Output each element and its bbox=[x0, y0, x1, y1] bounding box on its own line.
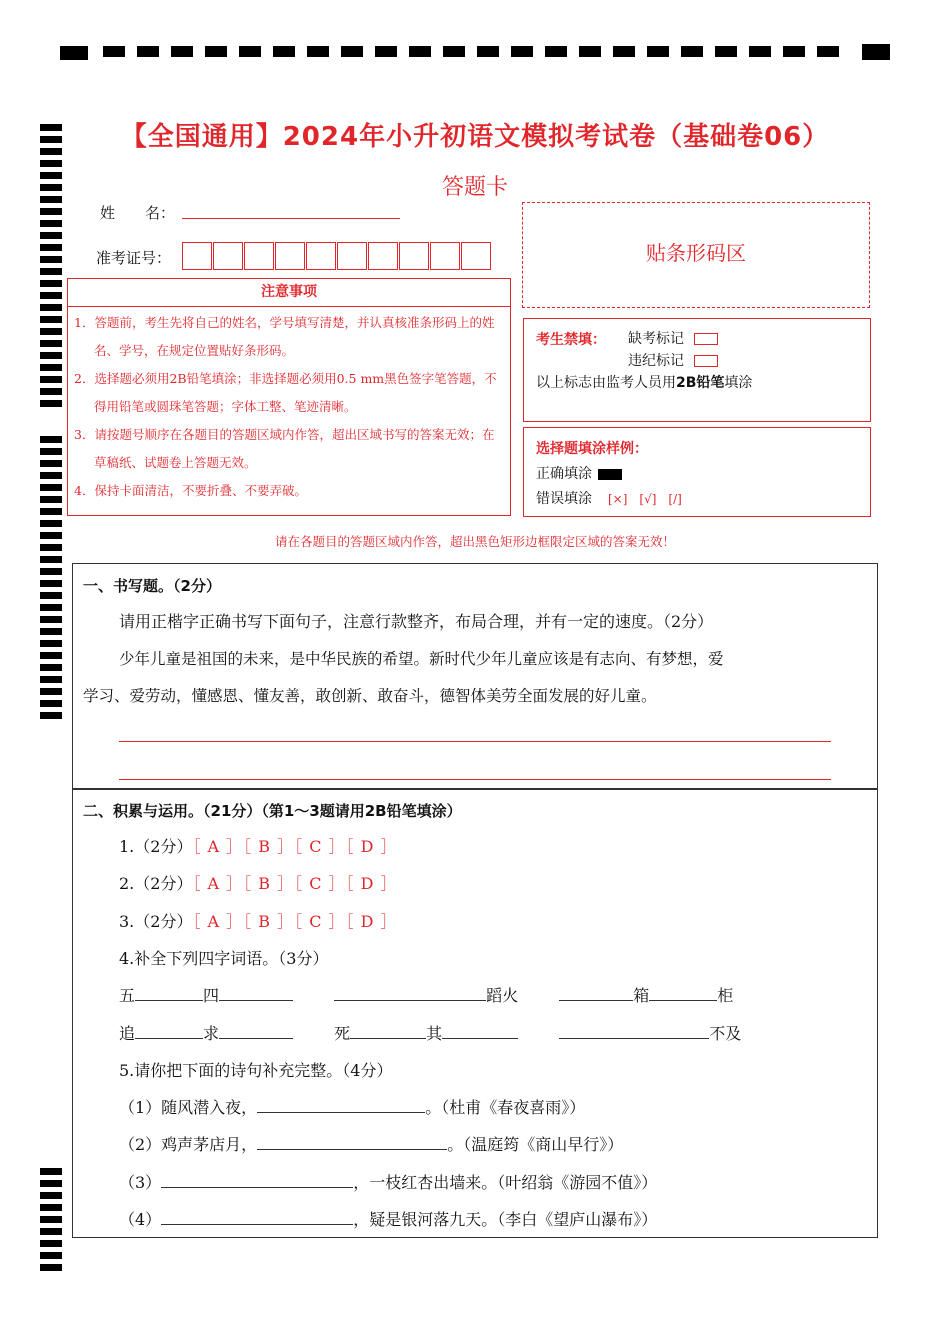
poem-row-4: （4） ，疑是银河落九天。（李白《望庐山瀑布》） bbox=[119, 1210, 658, 1229]
forbidden-box bbox=[523, 318, 871, 422]
timing-mark bbox=[40, 688, 62, 695]
page-title: 【全国通用】2024年小升初语文模拟考试卷（基础卷06） bbox=[120, 122, 830, 152]
poem-blank[interactable] bbox=[257, 1135, 447, 1150]
id-label: 准考证号： bbox=[96, 249, 172, 267]
idiom-row-1: 五 四 蹈火 箱 柜 bbox=[119, 986, 734, 1005]
timing-mark bbox=[40, 496, 62, 503]
sample-label: 选择题填涂样例： bbox=[536, 441, 648, 457]
writing-line-1[interactable] bbox=[119, 741, 831, 742]
wrong-marks: [×] [√] [/] bbox=[608, 492, 682, 506]
timing-mark bbox=[40, 664, 62, 671]
timing-mark bbox=[40, 1228, 62, 1235]
timing-mark bbox=[40, 280, 62, 287]
idiom-blank[interactable] bbox=[219, 1024, 293, 1039]
timing-mark bbox=[40, 316, 62, 323]
timing-mark bbox=[40, 328, 62, 335]
timing-mark bbox=[40, 448, 62, 455]
timing-mark bbox=[40, 652, 62, 659]
forbidden-label: 考生禁填： bbox=[536, 332, 606, 348]
timing-mark bbox=[40, 220, 62, 227]
timing-mark bbox=[40, 520, 62, 527]
idiom-blank[interactable] bbox=[334, 986, 486, 1001]
poem-row-3: （3） ，一枝红杏出墙来。（叶绍翁《游园不值》） bbox=[119, 1173, 658, 1192]
timing-mark bbox=[40, 1264, 62, 1271]
correct-label: 正确填涂 bbox=[536, 466, 592, 482]
violation-label: 违纪标记 bbox=[628, 353, 684, 369]
timing-mark bbox=[40, 160, 62, 167]
timing-mark bbox=[40, 1216, 62, 1223]
timing-mark bbox=[40, 1168, 62, 1175]
section2-heading: 二、积累与运用。（21分）（第1～3题请用2B铅笔填涂） bbox=[83, 802, 462, 820]
idiom-blank[interactable] bbox=[559, 1024, 709, 1039]
absent-mark[interactable] bbox=[694, 333, 718, 345]
timing-mark bbox=[40, 1180, 62, 1187]
notice-item-2: 2．选择题必须用2B铅笔填涂；非选择题必须用0.5 mm黑色签字笔答题，不得用铅笔或圆珠笔答题；字体工整、笔迹清晰。 bbox=[74, 371, 497, 414]
name-label: 姓 名： bbox=[100, 204, 176, 222]
idiom-blank[interactable] bbox=[649, 986, 717, 1001]
barcode-area bbox=[522, 202, 870, 308]
wrong-label: 错误填涂 bbox=[536, 491, 592, 507]
notice-item-4: 4．保持卡面清洁，不要折叠、不要弄破。 bbox=[74, 483, 307, 498]
choice-options-2[interactable]: ［ A ］［ B ］［ C ］［ D ］ bbox=[192, 874, 398, 893]
choice-row-1: 1.（2分）［ A ］［ B ］［ C ］［ D ］ bbox=[119, 837, 398, 856]
timing-mark bbox=[40, 556, 62, 563]
poem-blank[interactable] bbox=[161, 1173, 353, 1188]
timing-mark bbox=[40, 616, 62, 623]
page-subtitle: 答题卡 bbox=[441, 175, 508, 200]
timing-mark bbox=[40, 484, 62, 491]
timing-mark bbox=[40, 628, 62, 635]
timing-mark bbox=[40, 580, 62, 587]
timing-mark bbox=[40, 268, 62, 275]
timing-mark bbox=[40, 304, 62, 311]
timing-mark bbox=[40, 364, 62, 371]
section-writing bbox=[72, 563, 878, 789]
timing-mark bbox=[40, 676, 62, 683]
timing-mark bbox=[40, 292, 62, 299]
timing-mark bbox=[40, 640, 62, 647]
timing-mark bbox=[40, 460, 62, 467]
id-cells[interactable] bbox=[182, 242, 492, 270]
notice-box bbox=[67, 306, 511, 516]
timing-mark bbox=[40, 700, 62, 707]
notice-item-3: 3．请按题号顺序在各题目的答题区域内作答，超出区域书写的答案无效；在草稿纸、试题卷上答题无效。 bbox=[74, 427, 495, 470]
timing-mark bbox=[40, 1252, 62, 1259]
timing-mark bbox=[40, 1240, 62, 1247]
section1-passage-line1: 少年儿童是祖国的未来，是中华民族的希望。新时代少年儿童应该是有志向、有梦想，爱 bbox=[119, 650, 724, 668]
section1-instruction: 请用正楷字正确书写下面句子，注意行款整齐，布局合理，并有一定的速度。（2分） bbox=[119, 612, 714, 631]
timing-mark bbox=[40, 1192, 62, 1199]
section1-passage-line2: 学习、爱劳动，懂感恩、懂友善，敢创新、敢奋斗，德智体美劳全面发展的好儿童。 bbox=[83, 687, 657, 705]
timing-mark bbox=[40, 1204, 62, 1211]
poem-blank[interactable] bbox=[257, 1098, 425, 1113]
forbidden-note: 以上标志由监考人员用2B铅笔填涂 bbox=[536, 375, 753, 391]
choice-row-3: 3.（2分）［ A ］［ B ］［ C ］［ D ］ bbox=[119, 912, 398, 931]
idiom-blank[interactable] bbox=[442, 1024, 518, 1039]
timing-mark bbox=[40, 352, 62, 359]
q4-prompt: 4.补全下列四字词语。（3分） bbox=[119, 949, 329, 968]
section-accumulation bbox=[72, 789, 878, 1238]
timing-mark bbox=[40, 400, 62, 407]
timing-mark bbox=[40, 592, 62, 599]
correct-fill-sample bbox=[598, 469, 622, 480]
timing-mark bbox=[40, 244, 62, 251]
idiom-blank[interactable] bbox=[559, 986, 633, 1001]
notice-item-1: 1．答题前，考生先将自己的姓名，学号填写清楚，并认真核准条形码上的姓名、学号，在规定位置贴好条形码。 bbox=[74, 315, 495, 358]
timing-mark bbox=[40, 376, 62, 383]
notice-heading: 注意事项 bbox=[261, 284, 317, 300]
timing-mark bbox=[40, 436, 62, 443]
choice-row-2: 2.（2分）［ A ］［ B ］［ C ］［ D ］ bbox=[119, 874, 398, 893]
notice-heading-box bbox=[67, 278, 511, 307]
timing-mark bbox=[40, 388, 62, 395]
timing-mark bbox=[40, 232, 62, 239]
idiom-blank[interactable] bbox=[219, 986, 293, 1001]
timing-mark bbox=[40, 508, 62, 515]
timing-mark bbox=[40, 604, 62, 611]
name-field[interactable] bbox=[182, 218, 400, 219]
idiom-blank[interactable] bbox=[135, 1024, 203, 1039]
poem-blank[interactable] bbox=[161, 1210, 353, 1225]
poem-row-1: （1）随风潜入夜， 。（杜甫《春夜喜雨》） bbox=[119, 1098, 586, 1117]
timing-mark bbox=[40, 568, 62, 575]
absent-label: 缺考标记 bbox=[628, 331, 684, 347]
section1-heading: 一、书写题。（2分） bbox=[83, 577, 221, 595]
choice-options-3[interactable]: ［ A ］［ B ］［ C ］［ D ］ bbox=[192, 912, 398, 931]
q5-prompt: 5.请你把下面的诗句补充完整。（4分） bbox=[119, 1061, 393, 1080]
idiom-row-2: 追 求 死 其 不及 bbox=[119, 1024, 742, 1043]
timing-mark bbox=[40, 712, 62, 719]
violation-mark[interactable] bbox=[694, 355, 718, 367]
answer-area-warning: 请在各题目的答题区域内作答，超出黑色矩形边框限定区域的答案无效！ bbox=[274, 534, 675, 549]
barcode-label: 贴条形码区 bbox=[646, 241, 746, 265]
timing-mark bbox=[40, 472, 62, 479]
idiom-blank[interactable] bbox=[135, 986, 203, 1001]
writing-line-2[interactable] bbox=[119, 779, 831, 780]
timing-mark bbox=[40, 256, 62, 263]
choice-options-1[interactable]: ［ A ］［ B ］［ C ］［ D ］ bbox=[192, 837, 398, 856]
sample-box bbox=[523, 427, 871, 517]
poem-row-2: （2）鸡声茅店月， 。（温庭筠《商山早行》） bbox=[119, 1135, 624, 1154]
timing-mark bbox=[40, 340, 62, 347]
idiom-blank[interactable] bbox=[350, 1024, 426, 1039]
timing-mark bbox=[40, 208, 62, 215]
